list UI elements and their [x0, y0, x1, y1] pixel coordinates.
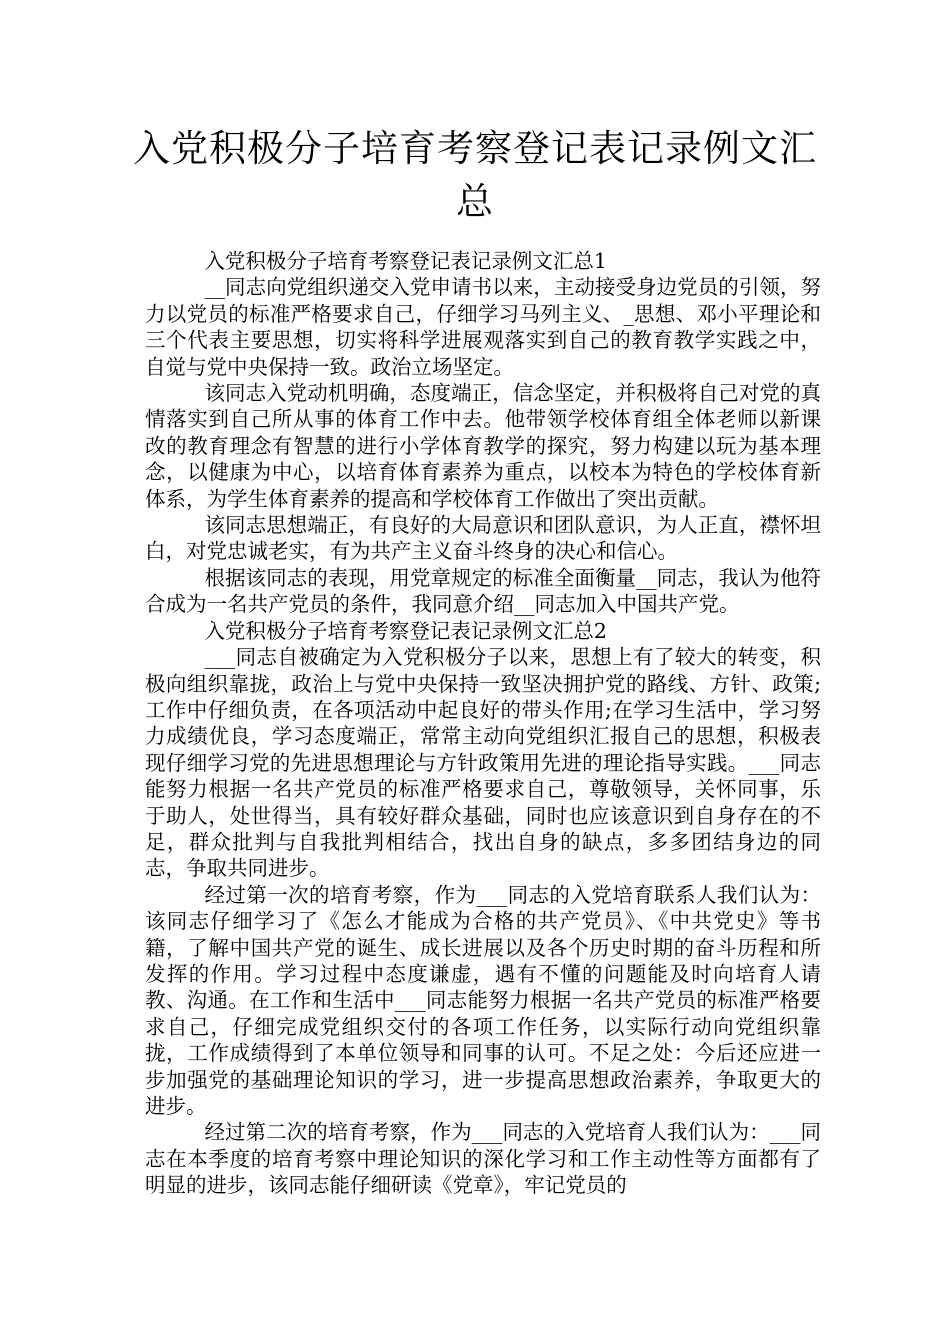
title-line-1: 入党积极分子培育考察登记表记录例文汇 — [133, 127, 817, 170]
paragraph: ___同志自被确定为入党积极分子以来，思想上有了较大的转变，积极向组织靠拢，政治上与党中央保持一致坚决拥护党的路线、方针、政策;工作中仔细负责，在各项活动中起良好的带头作用;在学习生活中，学习努力成绩优良，学习态度端正，常常主动向党组织汇报自己的思想，积极表现仔细学习党的先进思想理论与方针政策用先进的理论指导实践。___同志能努力根据一名共产党员的标准严格要求自己，尊敬领导，关怀同事，乐于助人，处世得当，具有较好群众基础，同时也应该意识到自身存在的不足，群众批判与自我批判相结合，找出自身的缺点，多多团结身边的同志，争取共同进步。 — [145, 645, 821, 881]
section-heading-1: 入党积极分子培育考察登记表记录例文汇总1 — [204, 249, 607, 273]
paragraph: 该同志入党动机明确，态度端正，信念坚定，并积极将自己对党的真情落实到自己所从事的体育工作中去。他带领学校体育组全体老师以新课改的教育理念有智慧的进行小学体育教学的探究，努力构建以玩为基本理念，以健康为中心，以培育体育素养为重点，以校本为特色的学校体育新体系，为学生体育素养的提高和学校体育工作做出了突出贡献。 — [145, 381, 821, 511]
title-line-2: 总 — [456, 180, 494, 223]
section-heading-2: 入党积极分子培育考察登记表记录例文汇总2 — [204, 618, 607, 643]
paragraph: 经过第二次的培育考察，作为___同志的入党培育人我们认为：___同志在本季度的培育考察中理论知识的深化学习和工作主动性等方面都有了明显的进步，该同志能仔细研读《党章》，牢记党员的 — [145, 1120, 821, 1198]
document-body — [145, 248, 821, 1199]
paragraph: 该同志思想端正，有良好的大局意识和团队意识，为人正直，襟怀坦白，对党忠诚老实，有为共产主义奋斗终身的决心和信心。 — [145, 513, 821, 564]
paragraph: __同志向党组织递交入党申请书以来，主动接受身边党员的引领，努力以党员的标准严格要求自己，仔细学习马列主义、_思想、邓小平理论和三个代表主要思想，切实将科学进展观落实到自己的教育教学实践之中，自觉与党中央保持一致。政治立场坚定。 — [145, 275, 821, 379]
page-title — [120, 122, 830, 228]
paragraph: 根据该同志的表现，用党章规定的标准全面衡量__同志，我认为他符合成为一名共产党员的条件，我同意介绍__同志加入中国共产党。 — [145, 565, 821, 617]
paragraph: 经过第一次的培育考察，作为___同志的入党培育联系人我们认为：该同志仔细学习了《怎么才能成为合格的共产党员》、《中共党史》等书籍，了解中国共产党的诞生、成长进展以及各个历史时期的奋斗历程和所发挥的作用。学习过程中态度谦虚，遇有不懂的问题能及时向培育人请教、沟通。在工作和生活中___同志能努力根据一名共产党员的标准严格要求自己，仔细完成党组织交付的各项工作任务，以实际行动向党组织靠拢，工作成绩得到了本单位领导和同事的认可。不足之处：今后还应进一步加强党的基础理论知识的学习，进一步提高思想政治素养，争取更大的进步。 — [145, 882, 821, 1118]
